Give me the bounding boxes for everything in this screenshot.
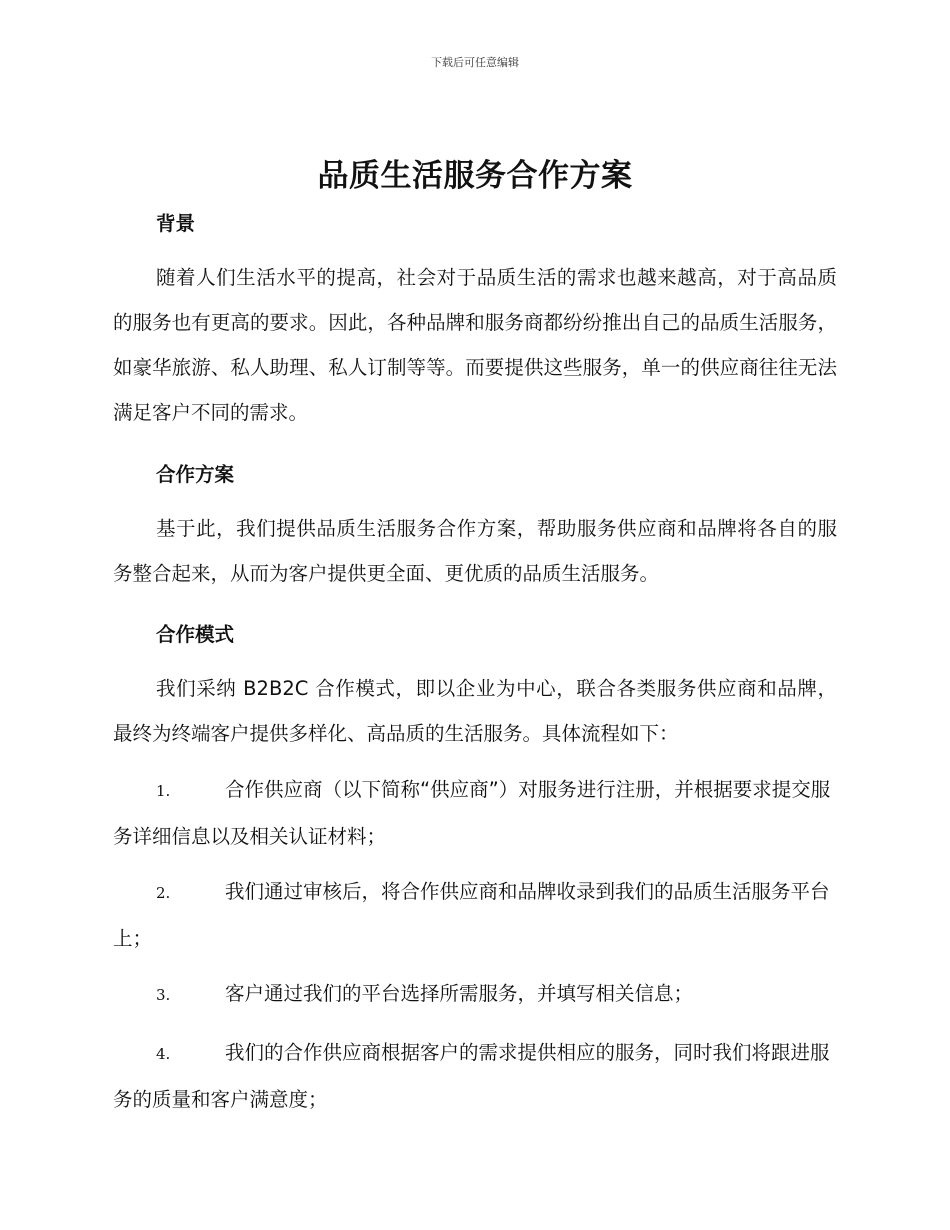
list-item-text: 我们通过审核后，将合作供应商和品牌收录到我们的品质生活服务平台上；: [113, 880, 830, 950]
section-paragraph-cooperation-model: 我们采纳 B2B2C 合作模式，即以企业为中心，联合各类服务供应商和品牌，最终为终端客户提供多样化、高品质的生活服务。具体流程如下：: [113, 677, 837, 745]
list-item: [113, 767, 837, 860]
document-title: 品质生活服务合作方案: [317, 158, 633, 194]
section-paragraph-background: 随着人们生活水平的提高，社会对于品质生活的需求也越来越高，对于高品质的服务也有更高的要求。因此，各种品牌和服务商都纷纷推出自己的品质生活服务，如豪华旅游、私人助理、私人订制等等。而要提供这些服务，单一的供应商往往无法满足客户不同的需求。: [113, 266, 837, 424]
page-header-note: 下载后可任意编辑: [431, 56, 519, 69]
section-heading-cooperation-plan: 合作方案: [156, 463, 235, 486]
list-item-number: 4.: [156, 1045, 171, 1063]
list-item-text: 客户通过我们的平台选择所需服务，并填写相关信息；: [225, 982, 694, 1005]
section-paragraph-cooperation-plan: 基于此，我们提供品质生活服务合作方案，帮助服务供应商和品牌将各自的服务整合起来，从而为客户提供更全面、更优质的品质生活服务。: [113, 517, 837, 585]
list-item-text: 我们的合作供应商根据客户的需求提供相应的服务，同时我们将跟进服务的质量和客户满意度；: [113, 1041, 830, 1111]
list-item: [113, 869, 837, 962]
list-item-text: 合作供应商（以下简称“供应商”）对服务进行注册，并根据要求提交服务详细信息以及相关认证材料；: [113, 778, 831, 848]
list-item-number: 2.: [156, 884, 171, 902]
section-heading-cooperation-model: 合作模式: [156, 623, 235, 646]
list-item: [113, 1030, 837, 1123]
list-item: [113, 971, 837, 1018]
section-heading-background: 背景: [156, 212, 196, 235]
list-item-number: 1.: [156, 782, 171, 800]
list-item-number: 3.: [156, 986, 171, 1004]
